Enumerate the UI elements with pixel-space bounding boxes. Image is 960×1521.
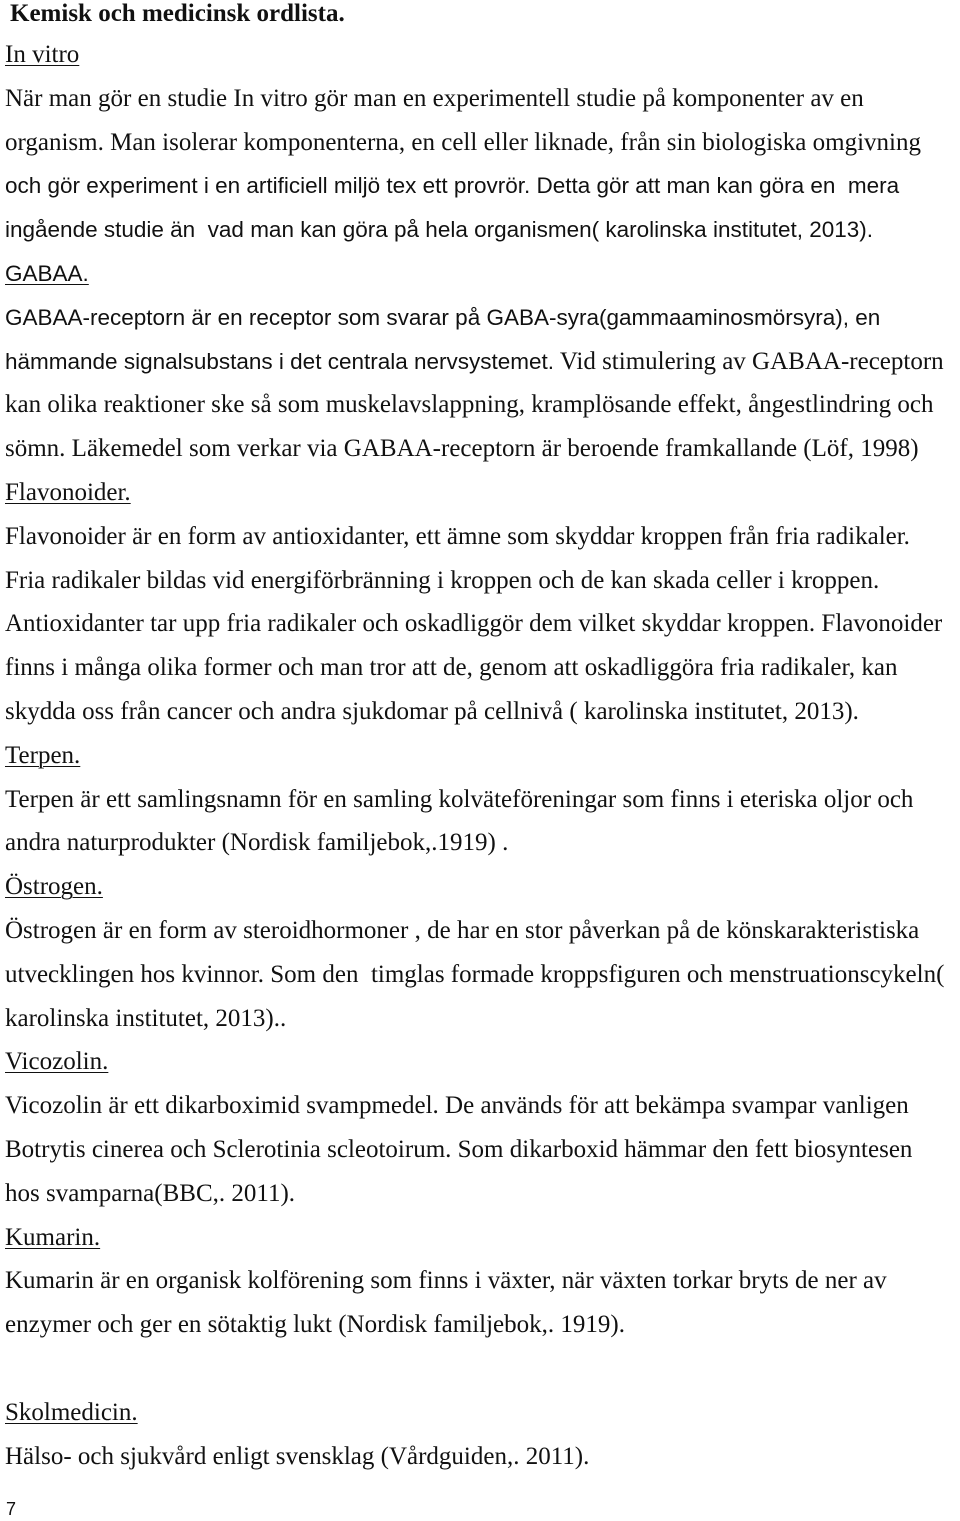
glossary-entry-flavonoider (5, 471, 955, 734)
glossary-entry-ostrogen (5, 865, 955, 1040)
definition-segment: hämmande signalsubstans i det centrala nervsystemet. (5, 348, 555, 374)
glossary-list (5, 33, 955, 1478)
glossary-entry-vicozolin (5, 1040, 955, 1215)
definition-line: Flavonoider är en form av antioxidanter, ett ämne som skyddar kroppen från fria radikaler. (5, 522, 910, 550)
page-number: 7 (6, 1499, 17, 1519)
definition-line: Fria radikaler bildas vid energiförbränning i kroppen och de kan skada celler i kroppen. (5, 566, 880, 594)
glossary-entry-skolmedicin (5, 1391, 955, 1479)
term-terpen: Terpen. (5, 741, 81, 769)
definition-line (5, 340, 955, 384)
term-heading (5, 471, 955, 515)
term-kumarin: Kumarin. (5, 1223, 101, 1251)
definition-line: När man gör en studie In vitro gör man en experimentell studie på komponenter av en (5, 84, 864, 112)
definition-line: Vicozolin är ett dikarboximid svampmedel. De används för att bekämpa svampar vanligen (5, 1092, 909, 1120)
definition-line: GABAA-receptorn är en receptor som svarar på GABA-syra(gammaaminosmörsyra), en (5, 304, 881, 330)
term-heading (5, 1216, 955, 1260)
definition-segment: Vid stimulering av GABAA-receptorn (554, 347, 944, 375)
term-gabaa: GABAA. (5, 260, 89, 286)
glossary-entry-terpen (5, 734, 955, 865)
definition-line: utvecklingen hos kvinnor. Som den timglas formade kroppsfiguren och menstruationscykeln( (5, 960, 945, 988)
definition-line: Terpen är ett samlingsnamn för en samling kolväteföreningar som finns i eteriska oljor och (5, 785, 914, 813)
definition-line: Kumarin är en organisk kolförening som finns i växter, när växten torkar bryts de ner av (5, 1267, 887, 1295)
definition-line: finns i många olika former och man tror att de, genom att oskadliggöra fria radikaler, kan (5, 654, 898, 682)
term-heading (5, 734, 955, 778)
definition-line: och gör experiment i en artificiell miljö tex ett provrör. Detta gör att man kan göra en mera (5, 173, 900, 199)
term-ostrogen: Östrogen. (5, 873, 103, 901)
glossary-entry-in-vitro (5, 33, 955, 252)
glossary-entry-kumarin (5, 1216, 955, 1347)
definition-line: kan olika reaktioner ske så som muskelavslappning, kramplösande effekt, ångestlindring och (5, 391, 934, 419)
definition-line: skydda oss från cancer och andra sjukdomar på cellnivå ( karolinska institutet, 2013). (5, 697, 859, 725)
definition-line: Hälso- och sjukvård enligt svensklag (Vårdguiden,. 2011). (5, 1442, 590, 1470)
term-vicozolin: Vicozolin. (5, 1048, 109, 1076)
term-flavonoider: Flavonoider. (5, 478, 131, 506)
definition-line: Antioxidanter tar upp fria radikaler och oskadliggör dem vilket skyddar kroppen. Flavonoider (5, 610, 943, 638)
definition-line: ingående studie än vad man kan göra på hela organismen( karolinska institutet, 2013). (5, 217, 874, 243)
definition-line: andra naturprodukter (Nordisk familjebok,.1919) . (5, 829, 509, 857)
term-skolmedicin: Skolmedicin. (5, 1398, 138, 1426)
definition-line: enzymer och ger en sötaktig lukt (Nordisk familjebok,. 1919). (5, 1311, 625, 1339)
term-heading (5, 252, 955, 296)
definition-line: Botrytis cinerea och Sclerotinia scleotoirum. Som dikarboxid hämmar den fett biosyntesen (5, 1135, 913, 1163)
term-heading (5, 33, 955, 77)
definition-line: karolinska institutet, 2013).. (5, 1004, 287, 1032)
term-heading (5, 865, 955, 909)
document-title: Kemisk och medicinsk ordlista. (10, 0, 345, 27)
glossary-entry-gabaa (5, 252, 955, 471)
blank-line (5, 1347, 955, 1391)
term-heading (5, 1040, 955, 1084)
definition-line: sömn. Läkemedel som verkar via GABAA-receptorn är beroende framkallande (Löf, 1998) (5, 435, 919, 463)
definition-line: Östrogen är en form av steroidhormoner , de har en stor påverkan på de könskarakteristiska (5, 916, 920, 944)
term-in-vitro: In vitro (5, 41, 80, 68)
term-heading (5, 1391, 955, 1435)
definition-line: organism. Man isolerar komponenterna, en cell eller liknade, från sin biologiska omgivning (5, 128, 921, 156)
definition-line: hos svamparna(BBC,. 2011). (5, 1179, 296, 1207)
